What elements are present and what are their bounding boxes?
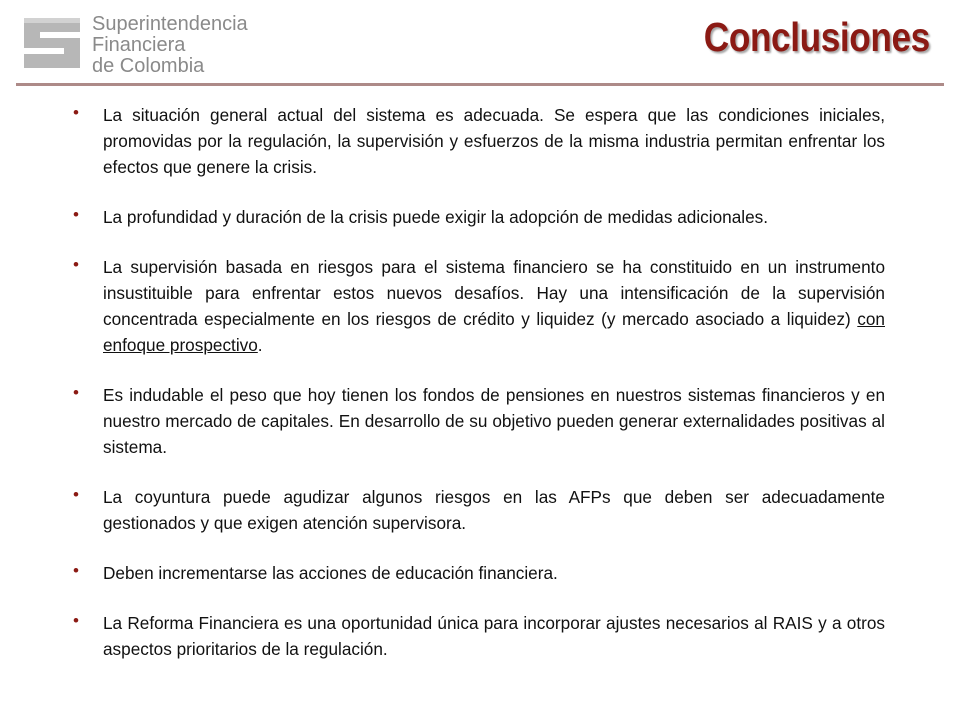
list-item [73,484,885,536]
bullet-text: La Reforma Financiera es una oportunidad única para incorporar ajustes necesarios al RAIS y a otros aspectos prioritarios de la regulación. [103,613,885,659]
bullet-text: La supervisión basada en riesgos para el sistema financiero se ha constituido en un instrumento insustituible para enfrentar estos nuevos desafíos. Hay una intensificación de la supervisión concentrada especialmente en los riesgos de crédito y liquidez (y mercado asociado a liquidez) [103,257,885,329]
list-item [73,254,885,358]
bullet-text-end: . [257,335,263,355]
bullet-list [73,102,885,686]
logo-text [92,14,248,77]
underlined-phrase: con enfoque prospectivo [103,309,885,355]
logo-line-1: Superintendencia [92,13,248,35]
list-item [73,382,885,460]
logo [18,10,258,80]
logo-line-3: de Colombia [92,55,205,77]
bullet-icon: • [73,205,79,224]
sfc-logo-mark-icon [18,10,86,76]
bullet-icon: • [73,561,79,580]
bullet-icon: • [73,485,79,504]
logo-line-2: Financiera [92,34,186,56]
list-item [73,560,885,586]
bullet-icon: • [73,383,79,402]
list-item [73,102,885,180]
bullet-text: La coyuntura puede agudizar algunos riesgos en las AFPs que deben ser adecuadamente gestionados y que exigen atención supervisora. [103,487,885,533]
bullet-text: La profundidad y duración de la crisis puede exigir la adopción de medidas adicionales. [103,207,769,227]
bullet-text: La situación general actual del sistema es adecuada. Se espera que las condiciones iniciales, promovidas por la regulación, la supervisión y esfuerzos de la misma industria permitan enfrentar los efectos que genere la crisis. [103,105,885,177]
bullet-text: Deben incrementarse las acciones de educación financiera. [103,563,558,583]
list-item [73,204,885,230]
bullet-icon: • [73,255,79,274]
bullet-icon: • [73,611,79,630]
list-item [73,610,885,662]
bullet-icon: • [73,103,79,122]
bullet-text: Es indudable el peso que hoy tienen los fondos de pensiones en nuestros sistemas financieros y en nuestro mercado de capitales. En desarrollo de su objetivo pueden generar externalidades positivas al sistema. [103,385,885,457]
header-divider [16,83,944,86]
page-title: Conclusiones [703,14,930,60]
